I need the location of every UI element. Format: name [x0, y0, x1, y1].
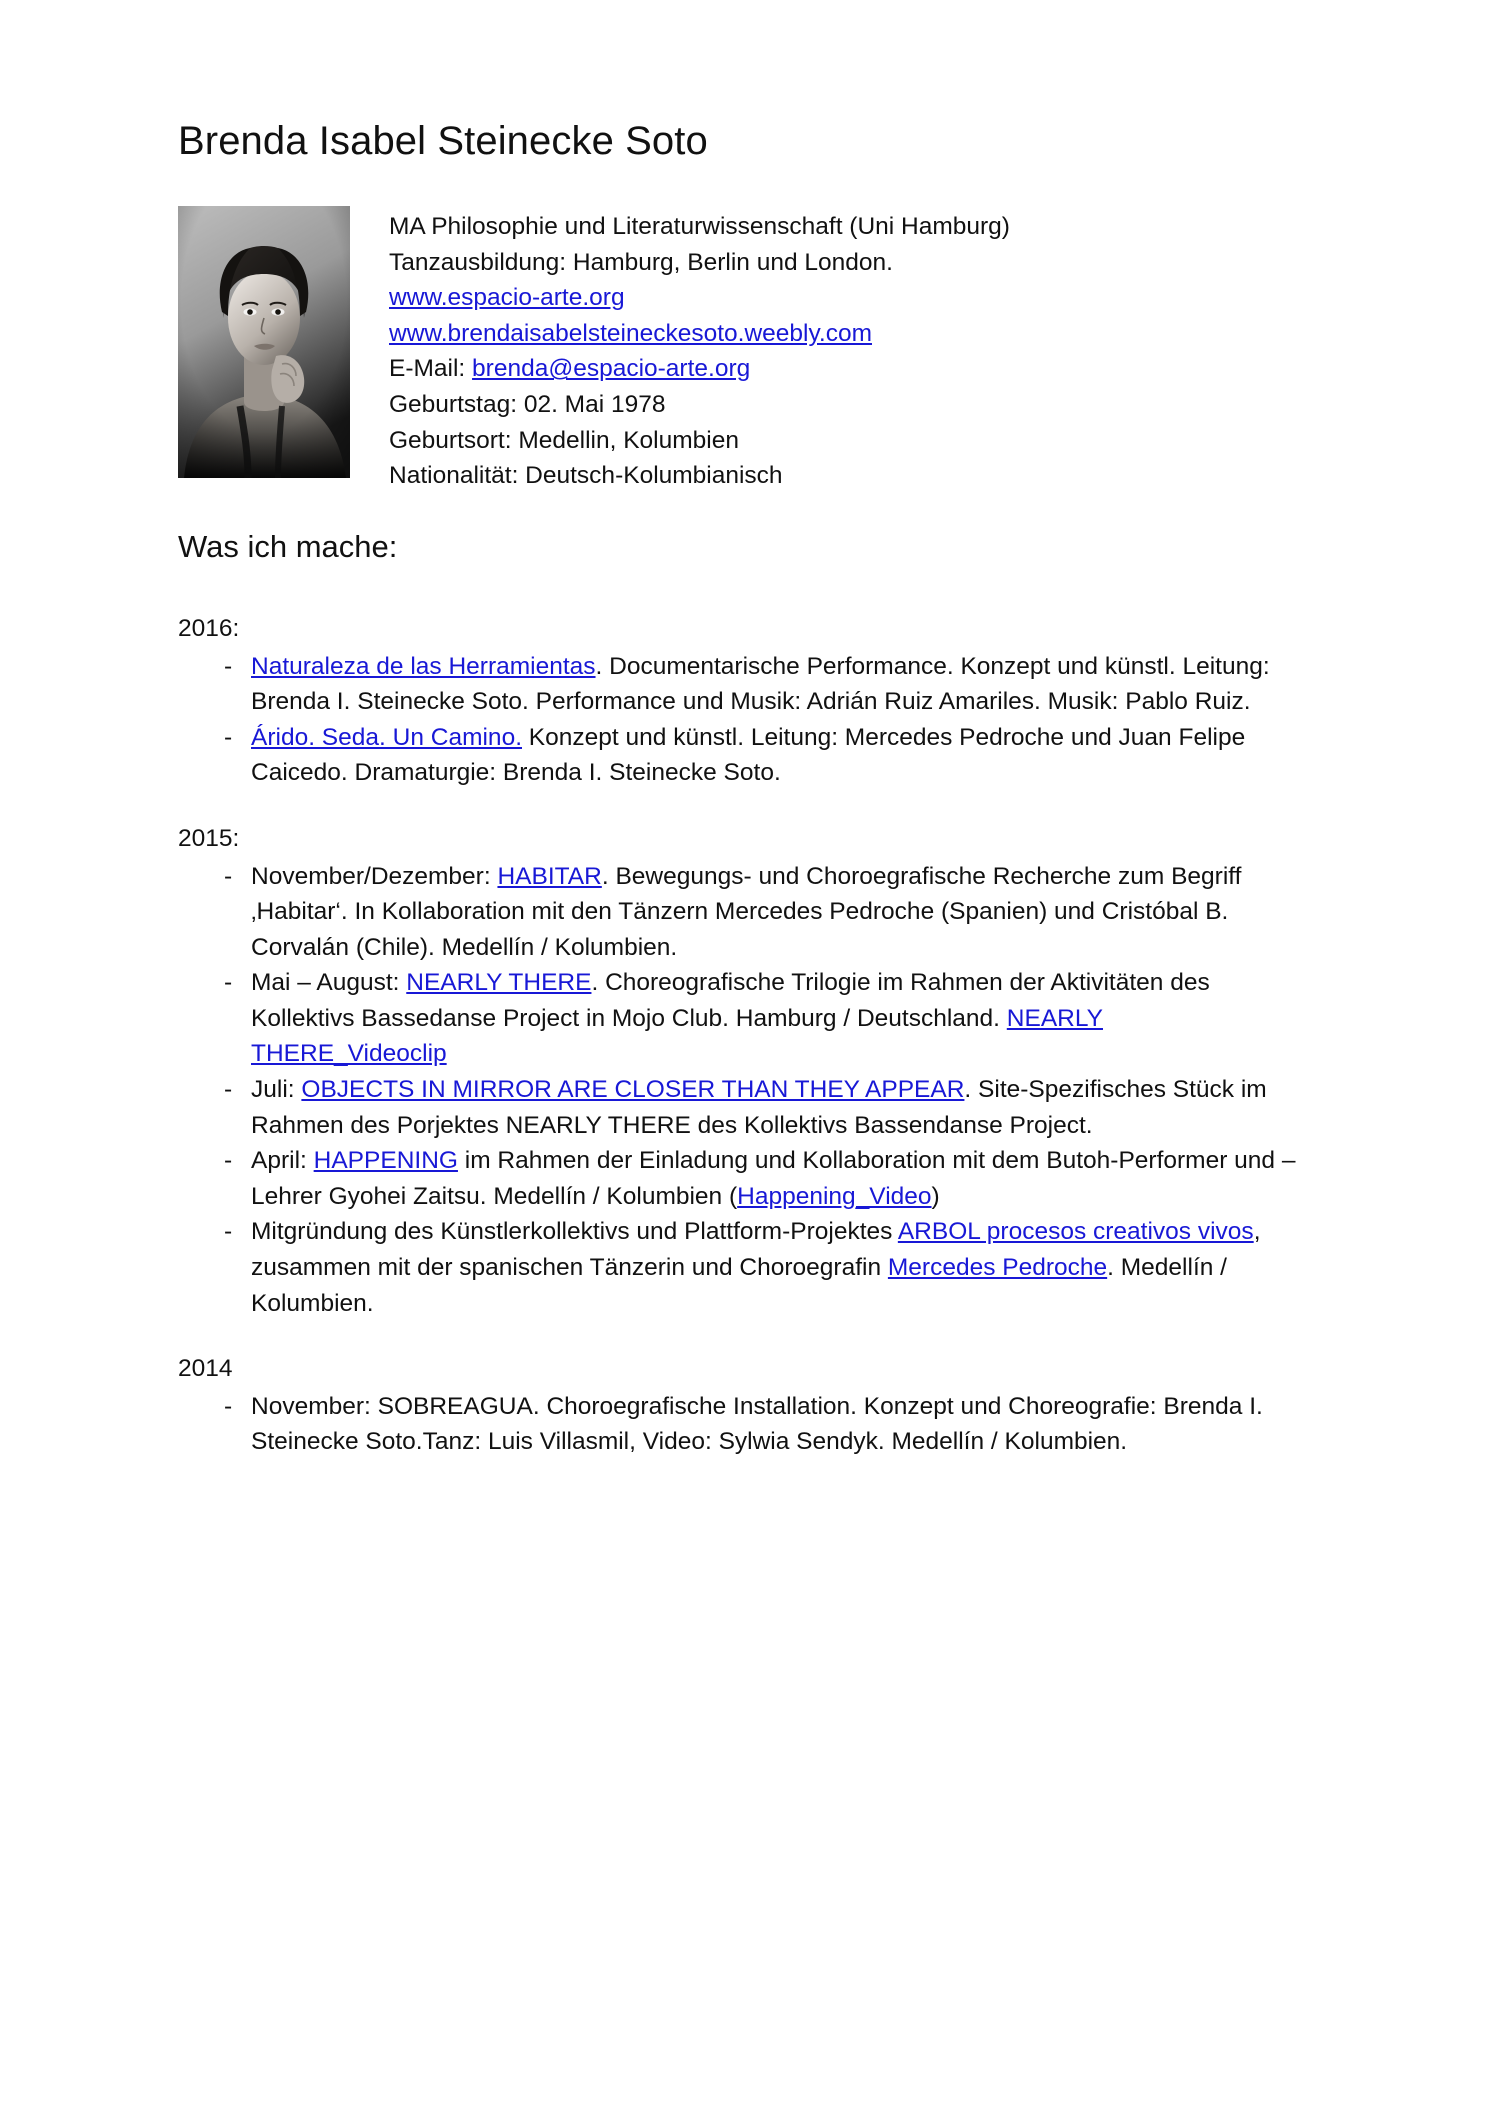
entry-text: . Bewegungs- und Choroegrafische Recherche zum Begriff ‚Habitar‘. In Kollaboration mit den Tänzern Mercedes Pedroche (Spanien) und Cristóbal B. Corvalán (Chile). Medellín / Kolumbien. — [251, 862, 1242, 961]
list-item — [178, 720, 1300, 791]
year-group — [178, 1351, 1300, 1460]
entry-text: November: SOBREAGUA. Choroegrafische Installation. Konzept und Choreografie: Brenda I. Steinecke Soto.Tanz: Luis Villasmil, Video: Sylwia Sendyk. Medellín / Kolumbien. — [251, 1392, 1263, 1456]
entry-list — [178, 649, 1300, 791]
website-link-weebly[interactable]: www.brendaisabelsteineckesoto.weebly.com — [389, 319, 872, 347]
header-block — [178, 206, 1300, 494]
entry-text: April: — [251, 1147, 314, 1175]
website-link-espacio-arte[interactable]: www.espacio-arte.org — [389, 284, 625, 312]
website-line-1 — [389, 280, 1300, 316]
email-label: E-Mail: — [389, 355, 473, 383]
email-line — [389, 351, 1300, 387]
entry-link[interactable]: Árido. Seda. Un Camino. — [251, 723, 522, 751]
year-sections — [178, 611, 1300, 1460]
entry-link[interactable]: Naturaleza de las Herramientas — [251, 652, 596, 680]
entry-text: . Choreografische Trilogie im Rahmen der Aktivitäten des Kollektivs Bassedanse Project in Mojo Club. Hamburg / Deutschland. — [251, 969, 1210, 1032]
entry-text: Mitgründung des Künstlerkollektivs und Plattform-Projektes — [251, 1218, 898, 1246]
entry-text: im Rahmen der Einladung und Kollaboration mit dem Butoh-Performer und –Lehrer Gyohei Zaitsu. Medellín / Kolumbien ( — [251, 1147, 1296, 1210]
entry-text: . Site-Spezifisches Stück im Rahmen des Porjektes NEARLY THERE des Kollektivs Bassendanse Project. — [251, 1076, 1267, 1139]
entry-list — [178, 1389, 1300, 1460]
entry-link[interactable]: HAPPENING — [313, 1147, 458, 1175]
entry-link[interactable]: ARBOL procesos creativos vivos — [897, 1218, 1254, 1246]
nationality-line: Nationalität: Deutsch-Kolumbianisch — [389, 462, 783, 490]
birthplace-line: Geburtsort: Medellin, Kolumbien — [389, 426, 739, 454]
entry-list — [178, 859, 1300, 1322]
entry-text: Konzept und künstl. Leitung: Mercedes Pedroche und Juan Felipe Caicedo. Dramaturgie: Brenda I. Steinecke Soto. — [251, 723, 1246, 787]
email-link[interactable]: brenda@espacio-arte.org — [472, 355, 751, 383]
entry-link[interactable]: Happening_Video — [737, 1182, 932, 1210]
entry-text: Juli: — [251, 1076, 302, 1104]
year-label: 2015: — [178, 824, 240, 852]
list-item — [178, 649, 1300, 720]
entry-link[interactable]: HABITAR — [497, 862, 602, 890]
year-group — [178, 821, 1300, 1321]
entry-text: , zusammen mit der spanischen Tänzerin und Choroegrafin — [251, 1218, 1261, 1282]
entry-text: Mai – August: — [251, 969, 407, 997]
birthday-line: Geburtstag: 02. Mai 1978 — [389, 390, 666, 418]
entry-link[interactable]: NEARLY THERE_Videoclip — [251, 1004, 1103, 1068]
list-item — [178, 965, 1300, 1072]
list-item — [178, 1143, 1300, 1214]
page-title: Brenda Isabel Steinecke Soto — [178, 119, 708, 163]
list-item — [178, 1072, 1300, 1143]
list-item — [178, 859, 1300, 966]
entry-text: November/Dezember: — [251, 862, 498, 890]
education-line: MA Philosophie und Literaturwissenschaft (Uni Hamburg) — [389, 213, 1010, 240]
list-item — [178, 1389, 1300, 1460]
entry-link[interactable]: Mercedes Pedroche — [887, 1254, 1108, 1282]
year-label: 2016: — [178, 614, 240, 642]
entry-text: ) — [931, 1182, 940, 1210]
list-item — [178, 1214, 1300, 1321]
entry-link[interactable]: OBJECTS IN MIRROR ARE CLOSER THAN THEY APPEAR — [301, 1076, 965, 1104]
portrait-photo — [178, 206, 350, 478]
portrait-image — [178, 206, 350, 478]
training-line: Tanzausbildung: Hamburg, Berlin und London. — [389, 248, 893, 276]
contact-details — [389, 206, 1300, 494]
year-group — [178, 611, 1300, 791]
entry-text: . Medellín / Kolumbien. — [251, 1254, 1227, 1317]
year-label: 2014 — [178, 1355, 233, 1383]
section-heading-was-ich-mache: Was ich mache: — [178, 528, 398, 564]
entry-link[interactable]: NEARLY THERE — [406, 969, 592, 997]
entry-text: . Documentarische Performance. Konzept und künstl. Leitung: Brenda I. Steinecke Soto. Performance und Musik: Adrián Ruiz Amariles. Musik: Pablo Ruiz. — [251, 652, 1270, 716]
website-line-2 — [389, 316, 1300, 352]
